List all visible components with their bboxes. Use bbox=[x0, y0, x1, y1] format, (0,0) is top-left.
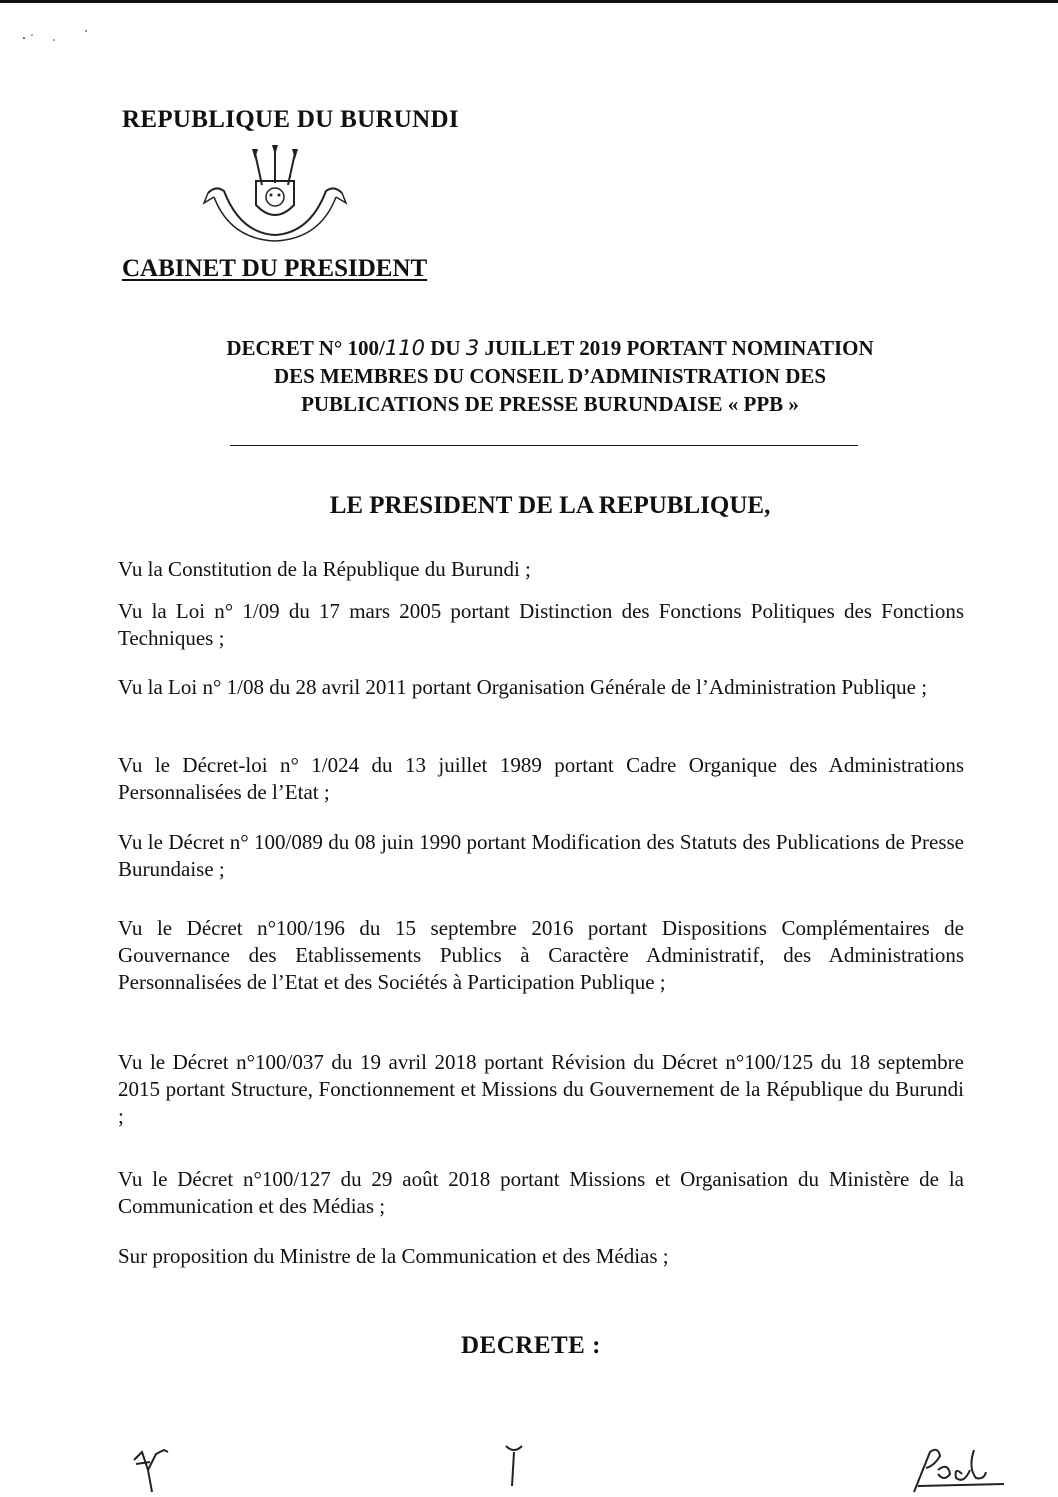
consideration-item: Vu le Décret n°100/037 du 19 avril 2018 portant Révision du Décret n°100/125 du 18 septembre 2015 portant Structure, Fonctionnement et Missions du Gouvernement de la République du Burundi ; bbox=[118, 1050, 964, 1128]
consideration-item: Vu le Décret n° 100/089 du 08 juin 1990 portant Modification des Statuts des Publications de Presse Burundaise ; bbox=[118, 830, 964, 881]
decrete-heading: DECRETE : bbox=[461, 1332, 601, 1359]
consideration-item: Vu le Décret n°100/196 du 15 septembre 2016 portant Dispositions Complémentaires de Gouvernance des Etablissements Publics à Caractère Administratif, des Administrations Personnalisées de l’Etat et des Sociétés à Participation Publique ; bbox=[118, 916, 964, 994]
president-heading: LE PRESIDENT DE LA REPUBLIQUE, bbox=[329, 492, 771, 519]
consideration-item: Vu la Loi n° 1/09 du 17 mars 2005 portant Distinction des Fonctions Politiques des Fonctions Techniques ; bbox=[118, 599, 964, 650]
consideration-item: Vu la Constitution de la République du Burundi ; bbox=[118, 557, 531, 581]
decree-title-du: DU bbox=[424, 336, 466, 360]
signature-mark-right bbox=[904, 1440, 1024, 1495]
consideration-item: Sur proposition du Ministre de la Communication et des Médias ; bbox=[118, 1244, 669, 1268]
cabinet-heading: CABINET DU PRESIDENT bbox=[122, 255, 428, 282]
title-divider bbox=[230, 445, 858, 446]
handwritten-day: 3 bbox=[465, 336, 480, 360]
consideration-item: Vu la Loi n° 1/08 du 28 avril 2011 portant Organisation Générale de l’Administration Publique ; bbox=[118, 675, 928, 699]
page-top-edge bbox=[0, 0, 1058, 3]
decree-title-date-rest: JUILLET 2019 PORTANT NOMINATION bbox=[479, 336, 874, 360]
decree-number-prefix: DECRET N° 100/ bbox=[226, 336, 385, 360]
handwritten-decree-number: 110 bbox=[384, 336, 425, 360]
initial-mark-left bbox=[128, 1440, 188, 1495]
decree-title-line-2: DES MEMBRES DU CONSEIL D’ADMINISTRATION DES bbox=[273, 364, 827, 388]
decree-title-line-3: PUBLICATIONS DE PRESSE BURUNDAISE « PPB » bbox=[301, 392, 799, 416]
scan-specks bbox=[20, 28, 100, 42]
country-heading: REPUBLIQUE DU BURUNDI bbox=[122, 106, 459, 133]
coat-of-arms-seal bbox=[200, 145, 350, 245]
decree-title bbox=[100, 334, 1000, 418]
initial-mark-center bbox=[500, 1440, 530, 1495]
consideration-item: Vu le Décret-loi n° 1/024 du 13 juillet 1989 portant Cadre Organique des Administrations Personnalisées de l’Etat ; bbox=[118, 753, 964, 804]
decree-title-line-1 bbox=[100, 334, 1000, 362]
consideration-item: Vu le Décret n°100/127 du 29 août 2018 portant Missions et Organisation du Ministère de la Communication et des Médias ; bbox=[118, 1167, 964, 1218]
